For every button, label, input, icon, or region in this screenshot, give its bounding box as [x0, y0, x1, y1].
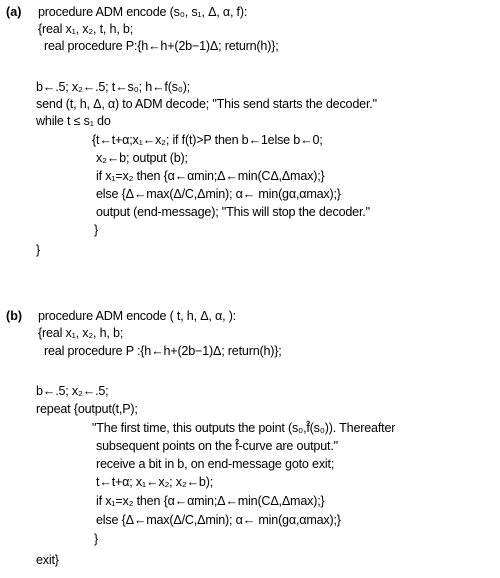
- section-a-line-1: procedure ADM encode (s₀, s₁, Δ, α, f):: [38, 5, 248, 19]
- section-b-line-6: "The first time, this outputs the point (s₀,f̂(s₀)). Thereafter: [92, 421, 396, 435]
- section-a-line-13: }: [36, 243, 41, 257]
- section-b-line-11: else {Δ←max(Δ/C,Δmin); α← min(gα,αmax);}: [96, 513, 341, 527]
- section-b-line-8: receive a bit in b, on end-message goto exit;: [96, 457, 335, 471]
- section-a-line-7: {t←t+α;x₁←x₂; if f(t)>P then b←1else b←0;: [92, 133, 323, 147]
- section-b-line-12: }: [94, 532, 99, 546]
- section-b-line-13: exit}: [36, 553, 59, 567]
- section-b-line-9: t←t+α; x₁←x₂; x₂←b);: [96, 475, 214, 489]
- section-a-label: (a): [6, 5, 22, 19]
- section-b-line-7: subsequent points on the f̂-curve are output.": [96, 439, 338, 453]
- section-a-line-9: if x₁=x₂ then {α←αmin;Δ←min(CΔ,Δmax);}: [96, 169, 325, 183]
- section-a-line-6: while t ≤ s₁ do: [36, 114, 111, 128]
- section-b-line-10: if x₁=x₂ then {α←αmin;Δ←min(CΔ,Δmax);}: [96, 494, 325, 508]
- section-b-line-3: real procedure P :{h←h+(2b−1)Δ; return(h)};: [44, 344, 282, 358]
- section-a-line-2: {real x₁, x₂, t, h, b;: [38, 22, 134, 36]
- section-b-label: (b): [6, 309, 23, 323]
- section-b-line-4: b←.5; x₂←.5;: [36, 384, 109, 398]
- section-a-line-5: send (t, h, Δ, α) to ADM decode; "This send starts the decoder.": [36, 97, 377, 111]
- section-b-line-2: {real x₁, x₂, h, b;: [38, 326, 124, 340]
- section-b-line-5: repeat {output(t,P);: [36, 402, 138, 416]
- section-b-line-1: procedure ADM encode ( t, h, Δ, α, ):: [38, 309, 236, 323]
- section-a-line-3: real procedure P:{h←h+(2b−1)Δ; return(h)};: [44, 39, 279, 53]
- section-a-line-10: else {Δ←max(Δ/C,Δmin); α← min(gα,αmax);}: [96, 187, 341, 201]
- section-a-line-11: output (end-message); "This will stop the decoder.": [96, 205, 370, 219]
- section-a-line-8: x₂←b; output (b);: [96, 151, 188, 165]
- section-a-line-4: b←.5; x₂←.5; t←s₀; h←f(s₀);: [36, 80, 191, 94]
- section-a-line-12: }: [94, 223, 99, 237]
